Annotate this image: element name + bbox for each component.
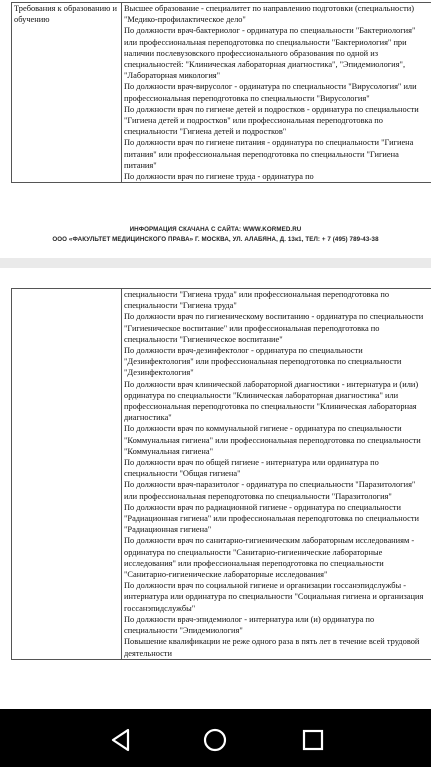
paragraph: По должности врач-вирусолог - ординатура по специальности "Вирусология" или профессиональная переподготовка по специальности "Вирусология" bbox=[124, 82, 417, 103]
paragraph: По должности врач-бактериолог - ординатура по специальности "Бактериология" или профессиональная переподготовка по специальности "Бактериология" при наличии послевузовского профессионального образования по одной из специальностей: "Клиническая лабораторная диагностика", "Эпидемиология", "Лабораторная микология" bbox=[124, 26, 416, 81]
paragraph: По должности врач по санитарно-гигиеническим лабораторным исследованиям - ординатура по специальности "Санитарно-гигиенические лабораторные исследования" или профессиональная переподготовка по специальности "Санитарно-гигиенические лабораторные исследования" bbox=[124, 536, 415, 580]
paragraph: специальности "Гигиена труда" или профессиональная переподготовка по специальности "Гигиена труда" bbox=[124, 290, 390, 311]
paragraph: По должности врач по коммунальной гигиене - ординатура по специальности "Коммунальная гигиена" или профессиональная переподготовка по специальности "Коммунальная гигиена" bbox=[124, 424, 421, 456]
paragraph: По должности врач по социальной гигиене и организации госсанэпидслужбы - интернатура или ординатура по специальности "Социальная гигиена и организация госсанэпидслужбы" bbox=[124, 581, 424, 613]
paragraph: По должности врач клинической лабораторной диагностики - интернатура и (или) ординатура по специальности "Клиническая лабораторная диагностика" или профессиональная переподготовка по специальности "Клиническая лабораторная диагностика" bbox=[124, 379, 419, 423]
requirement-content-cell bbox=[122, 3, 431, 183]
paragraph: По должности врач по гигиене труда - ординатура по bbox=[124, 172, 314, 182]
table-row bbox=[12, 289, 431, 660]
paragraph: Высшее образование - специалитет по направлению подготовки (специальности) "Медико-профилактическое дело" bbox=[124, 4, 414, 25]
empty-label-cell bbox=[12, 289, 122, 660]
requirements-table-part-2 bbox=[11, 288, 431, 660]
paragraph: По должности врач по общей гигиене - интернатура или ординатура по специальности "Общая гигиена" bbox=[124, 458, 379, 479]
paragraph: Повышение квалификации не реже одного раза в пять лет в течение всей трудовой деятельности bbox=[124, 637, 420, 658]
document-page-2 bbox=[0, 268, 431, 709]
back-button[interactable] bbox=[108, 727, 134, 753]
paragraph: По должности врач-эпидемиолог - интернатура или (и) ординатура по специальности "Эпидемиология" bbox=[124, 614, 375, 636]
requirement-label: Требования к образованию и обучению bbox=[14, 4, 117, 25]
paragraph: По должности врач по гигиеническому воспитанию - ординатура по специальности "Гигиеническое воспитание" или профессиональная переподготовка по специальности "Гигиеническое воспитание" bbox=[124, 312, 424, 344]
document-page-1 bbox=[0, 0, 431, 258]
footer-address-line: ООО «ФАКУЛЬТЕТ МЕДИЦИНСКОГО ПРАВА» Г. МОСКВА, УЛ. АЛАБЯНА, Д. 13к1, ТЕЛ: + 7 (495) 789-43-38 bbox=[52, 236, 379, 243]
table-row bbox=[12, 3, 431, 183]
paragraph: По должности врач по радиационной гигиене - ординатура по специальности "Радиационная гигиена" или профессиональная переподготовка по специальности "Радиационная гигиена" bbox=[124, 502, 419, 535]
paragraph: По должности врач по гигиене детей и подростков - ординатура по специальности "Гигиена детей и подростков" или профессиональная переподготовка по специальности "Гигиена детей и подростков" bbox=[124, 104, 419, 137]
recents-icon bbox=[300, 727, 326, 753]
requirement-label-cell bbox=[12, 3, 122, 183]
android-navigation-bar bbox=[0, 709, 431, 767]
back-icon bbox=[108, 727, 134, 753]
requirement-content-cell bbox=[122, 289, 431, 660]
page-separator bbox=[0, 258, 431, 268]
footer-source-line: ИНФОРМАЦИЯ СКАЧАНА С САЙТА: WWW.KORMED.RU bbox=[129, 226, 302, 233]
paragraph: По должности врач по гигиене питания - ординатура по специальности "Гигиена питания" или профессиональная переподготовка по специальности "Гигиена питания" bbox=[124, 138, 414, 170]
home-button[interactable] bbox=[202, 727, 228, 753]
paragraph: По должности врач-дезинфектолог - ординатура по специальности "Дезинфектология" или профессиональная переподготовка по специальности "Дезинфектология" bbox=[124, 346, 402, 378]
requirements-table-part-1 bbox=[11, 2, 431, 183]
paragraph: По должности врач-паразитолог - ординатура по специальности "Паразитология" или профессиональная переподготовка по специальности "Паразитология" bbox=[124, 480, 416, 501]
home-icon bbox=[202, 727, 228, 753]
recents-button[interactable] bbox=[300, 727, 326, 753]
